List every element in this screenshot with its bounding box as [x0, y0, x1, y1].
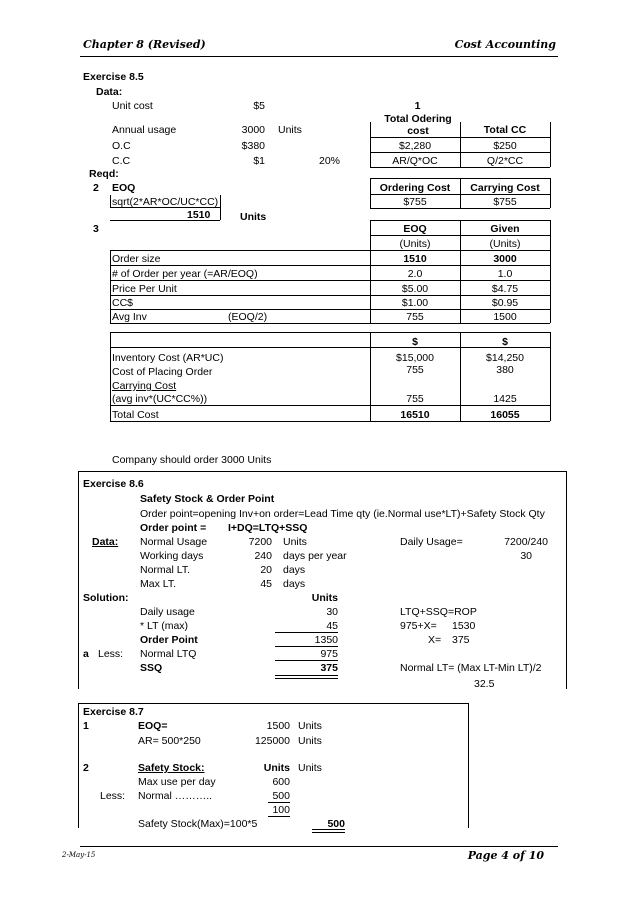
row-label: Order size [112, 253, 161, 265]
working-days-unit: days per year [283, 550, 347, 562]
row-label: Price Per Unit [112, 283, 177, 295]
col-tcc: Total CC [483, 124, 527, 136]
working-days-label: Working days [140, 550, 204, 562]
row-a: $5.00 [401, 283, 429, 295]
ss-max-label: Safety Stock(Max)=100*5 [138, 818, 258, 830]
row-label: Avg Inv [112, 311, 147, 323]
row-a: $1.00 [401, 297, 429, 309]
normal-ltq-val: 975 [320, 648, 338, 660]
dollar-a: $ [412, 336, 418, 348]
total-label: Total Cost [112, 409, 159, 421]
x-label: X= [428, 634, 442, 646]
footer-page: Page 4 of 10 [467, 849, 544, 862]
normal-usage-label: Normal Usage [140, 536, 208, 548]
n3: 3 [93, 223, 99, 235]
ex87-units-h2: Units [298, 762, 322, 774]
ex87-diff-val: 100 [272, 804, 290, 816]
rule [460, 220, 461, 323]
max-use-val: 600 [272, 776, 290, 788]
row-b: 1.0 [497, 268, 513, 280]
inv-cost-b: $14,250 [486, 352, 524, 364]
normal-usage-val: 7200 [248, 536, 272, 548]
footer-date: 2-May-15 [62, 851, 96, 859]
ex87-normal-val: 500 [272, 790, 290, 802]
eoq-label: EOQ [112, 182, 136, 194]
oc-tcc: $250 [493, 140, 517, 152]
order-point-val: 1350 [314, 634, 338, 646]
rule [110, 207, 220, 208]
row-b: 1500 [493, 311, 517, 323]
rule [110, 250, 550, 251]
normal-ltq-label: Normal LTQ [140, 648, 197, 660]
op-formula: I+DQ=LTQ+SSQ [228, 522, 308, 534]
annual-usage-label: Annual usage [112, 124, 177, 136]
units-paren2: (Units) [489, 238, 521, 250]
rule [460, 332, 461, 421]
ord-cost-h: Ordering Cost [379, 182, 451, 194]
cc-label: C.C [112, 155, 131, 167]
rule [370, 208, 550, 209]
oc-val: $380 [241, 140, 265, 152]
rule [275, 646, 338, 647]
inv-cost-label: Inventory Cost (AR*UC) [112, 352, 224, 364]
carry-cost-h: Carrying Cost [470, 182, 540, 194]
eoq-val: 1510 [187, 209, 211, 221]
normal-usage-unit: Units [283, 536, 307, 548]
row-label: # of Order per year (=AR/EOQ) [112, 268, 258, 280]
unit-cost-val: $5 [253, 100, 265, 112]
dollar-b: $ [502, 336, 508, 348]
max-lt-label: Max LT. [140, 578, 176, 590]
ar-unit: Units [298, 735, 322, 747]
ex87-n1: 1 [83, 720, 89, 732]
ex87-n2: 2 [83, 762, 89, 774]
oc-toc: $2,280 [398, 140, 432, 152]
cc-val: $1 [253, 155, 265, 167]
inv-cost-a: $15,000 [396, 352, 434, 364]
rule [78, 471, 566, 472]
normal-lt-formula: Normal LT= (Max LT-Min LT)/2 [400, 662, 542, 674]
ex85-title: Exercise 8.5 [83, 71, 144, 83]
ssq-label: SSQ [140, 662, 163, 674]
cc-toc: AR/Q*OC [392, 155, 438, 167]
rule [78, 703, 79, 828]
ar-label: AR= 500*250 [138, 735, 201, 747]
less-label: Less: [98, 648, 124, 660]
rule [110, 265, 550, 266]
rule [275, 632, 338, 633]
max-use-label: Max use per day [138, 776, 216, 788]
rule [110, 250, 111, 323]
eoq-units: Units [240, 211, 267, 223]
rop-formula: LTQ+SSQ=ROP [400, 606, 477, 618]
daily-usage-label: Daily Usage= [400, 536, 463, 548]
normal-lt-result: 32.5 [474, 678, 495, 690]
annual-usage-val: 3000 [241, 124, 265, 136]
rule [268, 802, 290, 803]
sqrt-formula: sqrt(2*AR*OC/UC*CC) [112, 196, 219, 208]
ex87-eoq-label: EOQ= [138, 720, 168, 732]
col-toc: Total Odering cost [384, 113, 452, 137]
rule [370, 122, 371, 167]
ex87-title: Exercise 8.7 [83, 706, 144, 718]
order-point-label: Order Point [140, 634, 198, 646]
cost-po-label: Cost of Placing Order [112, 366, 213, 378]
rule [110, 309, 550, 310]
cc-pct: 20% [318, 155, 340, 167]
normal-lt-unit: days [283, 564, 306, 576]
ex87-eoq-val: 1500 [266, 720, 290, 732]
lt-max-val: 45 [326, 620, 338, 632]
ex86-title: Exercise 8.6 [83, 478, 144, 490]
max-lt-val: 45 [260, 578, 272, 590]
ex86-subtitle: Safety Stock & Order Point [140, 493, 275, 505]
ex86-data-label: Data: [92, 536, 119, 548]
units-h: Units [311, 592, 338, 604]
col-num: 1 [414, 100, 421, 112]
carry-sub: (avg inv*(UC*CC%)) [112, 393, 208, 405]
rop-calc-val: 1530 [452, 620, 476, 632]
ex86-formula1: Order point=opening Inv+on order=Lead Time qty (ie.Normal use*LT)+Safety Stock Qty [140, 508, 545, 520]
conclusion: Company should order 3000 Units [112, 454, 272, 466]
rule [550, 122, 551, 167]
daily-usage-formula: 7200/240 [504, 536, 548, 548]
rule [275, 675, 338, 679]
rule [110, 195, 111, 208]
rule [370, 178, 371, 208]
rule [110, 347, 550, 348]
ar-val: 125000 [254, 735, 290, 747]
ss-max-val: 500 [327, 818, 345, 830]
ex85-data-label: Data: [96, 86, 123, 98]
normal-lt-label: Normal LT. [140, 564, 190, 576]
oc-label: O.C [112, 140, 131, 152]
rule [468, 703, 469, 828]
rop-calc: 975+X= [400, 620, 437, 632]
rule [370, 167, 550, 168]
x-val: 375 [452, 634, 470, 646]
row-a: 755 [406, 311, 424, 323]
rule [550, 220, 551, 323]
carry-a: 755 [406, 393, 424, 405]
rule [312, 829, 345, 833]
rule [78, 703, 468, 704]
row-b: $0.95 [491, 297, 519, 309]
rule [370, 332, 371, 421]
row-label: CC$ [112, 297, 134, 309]
rule [110, 332, 550, 333]
rule [550, 178, 551, 208]
ss-label: Safety Stock: [138, 762, 205, 774]
total-b: 16055 [490, 409, 520, 421]
op-label: Order point = [140, 522, 207, 534]
rule [110, 323, 550, 324]
lt-max-label: * LT (max) [140, 620, 189, 632]
ex87-less-label: Less: [100, 790, 126, 802]
col-eoq: EOQ [403, 223, 427, 235]
ord-cost-v: $755 [403, 196, 427, 208]
row-b: 3000 [493, 253, 517, 265]
row-a: 2.0 [407, 268, 423, 280]
rule [110, 405, 550, 406]
row-mid: (EOQ/2) [228, 311, 268, 323]
cc-tcc: Q/2*CC [486, 155, 524, 167]
rule [220, 195, 221, 220]
rule [110, 295, 550, 296]
ex87-units-h: Units [263, 762, 290, 774]
rule [110, 332, 111, 421]
working-days-val: 240 [254, 550, 272, 562]
ssq-val: 375 [320, 662, 338, 674]
rule [370, 220, 371, 323]
rule [110, 220, 220, 221]
rule [110, 421, 550, 422]
max-lt-unit: days [283, 578, 306, 590]
unit-cost-label: Unit cost [112, 100, 153, 112]
col-given: Given [490, 223, 520, 235]
rule [78, 471, 79, 689]
row-a: 1510 [403, 253, 427, 265]
header-right: Cost Accounting [454, 38, 556, 51]
cost-po-b: 380 [496, 364, 514, 376]
rule [460, 122, 461, 167]
rule [566, 471, 567, 689]
rule [550, 332, 551, 421]
total-a: 16510 [400, 409, 430, 421]
rule [275, 660, 338, 661]
n2: 2 [93, 182, 99, 194]
daily-usage2-label: Daily usage [140, 606, 195, 618]
rule [110, 280, 550, 281]
row-b: $4.75 [491, 283, 519, 295]
daily-usage-result: 30 [520, 550, 532, 562]
rule [460, 178, 461, 208]
ex87-eoq-unit: Units [298, 720, 322, 732]
cost-po-a: 755 [406, 364, 424, 376]
header-rule [80, 56, 558, 57]
daily-usage2-val: 30 [326, 606, 338, 618]
solution-label: Solution: [83, 592, 129, 604]
ex87-normal-label: Normal ……….. [138, 790, 213, 802]
reqd-label: Reqd: [89, 168, 119, 180]
carry-cost-v: $755 [493, 196, 517, 208]
a-label: a [83, 648, 89, 660]
header-left: Chapter 8 (Revised) [83, 38, 206, 51]
footer-rule [80, 846, 558, 847]
carry-label: Carrying Cost [112, 380, 177, 392]
rule [268, 816, 290, 817]
normal-lt-val: 20 [260, 564, 272, 576]
carry-b: 1425 [493, 393, 517, 405]
units-paren: (Units) [399, 238, 431, 250]
annual-usage-unit: Units [278, 124, 302, 136]
